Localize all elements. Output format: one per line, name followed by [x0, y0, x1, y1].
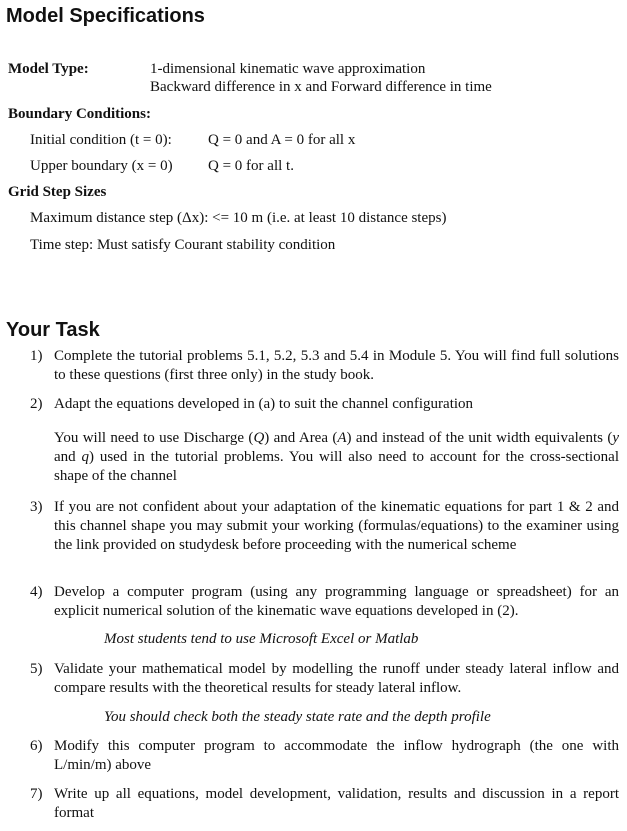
- item-number: 4): [30, 584, 43, 600]
- initial-condition-value: Q = 0 and A = 0 for all x: [208, 132, 356, 148]
- model-type-label: Model Type:: [8, 61, 89, 77]
- task-item-5: Validate your mathematical model by modelling the runoff under steady lateral inflow and compare results with the theoretical results for steady lateral inflow.: [54, 661, 619, 696]
- item-number: 3): [30, 499, 43, 515]
- item-number: 6): [30, 738, 43, 754]
- task-item-4-note: Most students tend to use Microsoft Excel or Matlab: [104, 631, 419, 647]
- boundary-conditions-heading: Boundary Conditions:: [8, 106, 151, 122]
- upper-boundary-label: Upper boundary (x = 0): [30, 158, 173, 174]
- upper-boundary-value: Q = 0 for all t.: [208, 158, 294, 174]
- model-type-line-2: Backward difference in x and Forward difference in time: [150, 79, 492, 95]
- initial-condition-label: Initial condition (t = 0):: [30, 132, 172, 148]
- task-item-7: Write up all equations, model development, validation, results and discussion in a report format: [54, 786, 619, 821]
- task-item-2: Adapt the equations developed in (a) to suit the channel configuration: [54, 396, 474, 412]
- item-number: 5): [30, 661, 43, 677]
- task-item-4: Develop a computer program (using any programming language or spreadsheet) for an explicit numerical solution of the kinematic wave equations developed in (2).: [54, 584, 619, 619]
- task-item-3: If you are not confident about your adaptation of the kinematic equations for part 1 & 2 and this channel shape you may submit your working (formulas/equations) to the examiner using the link provided on studydesk before proceeding with the numerical scheme: [54, 499, 619, 553]
- item-number: 2): [30, 396, 43, 412]
- item-number: 1): [30, 348, 43, 364]
- your-task-title: Your Task: [6, 319, 100, 341]
- grid-step-sizes-heading: Grid Step Sizes: [8, 184, 107, 200]
- task-item-5-note: You should check both the steady state rate and the depth profile: [104, 709, 491, 725]
- task-item-2-note: You will need to use Discharge (Q) and Area (A) and instead of the unit width equivalents (y and q) used in the tutorial problems. You will also need to account for the cross-sectional shape of the channel: [54, 430, 619, 484]
- max-distance-step: Maximum distance step (Δx): <= 10 m (i.e. at least 10 distance steps): [30, 210, 447, 226]
- time-step: Time step: Must satisfy Courant stability condition: [30, 237, 336, 253]
- model-specifications-title: Model Specifications: [6, 5, 205, 27]
- task-item-6: Modify this computer program to accommodate the inflow hydrograph (the one with L/min/m) above: [54, 738, 619, 773]
- item-number: 7): [30, 786, 43, 802]
- task-item-1: Complete the tutorial problems 5.1, 5.2, 5.3 and 5.4 in Module 5. You will find full solutions to these questions (first three only) in the study book.: [54, 348, 619, 383]
- model-type-line-1: 1-dimensional kinematic wave approximation: [150, 61, 426, 77]
